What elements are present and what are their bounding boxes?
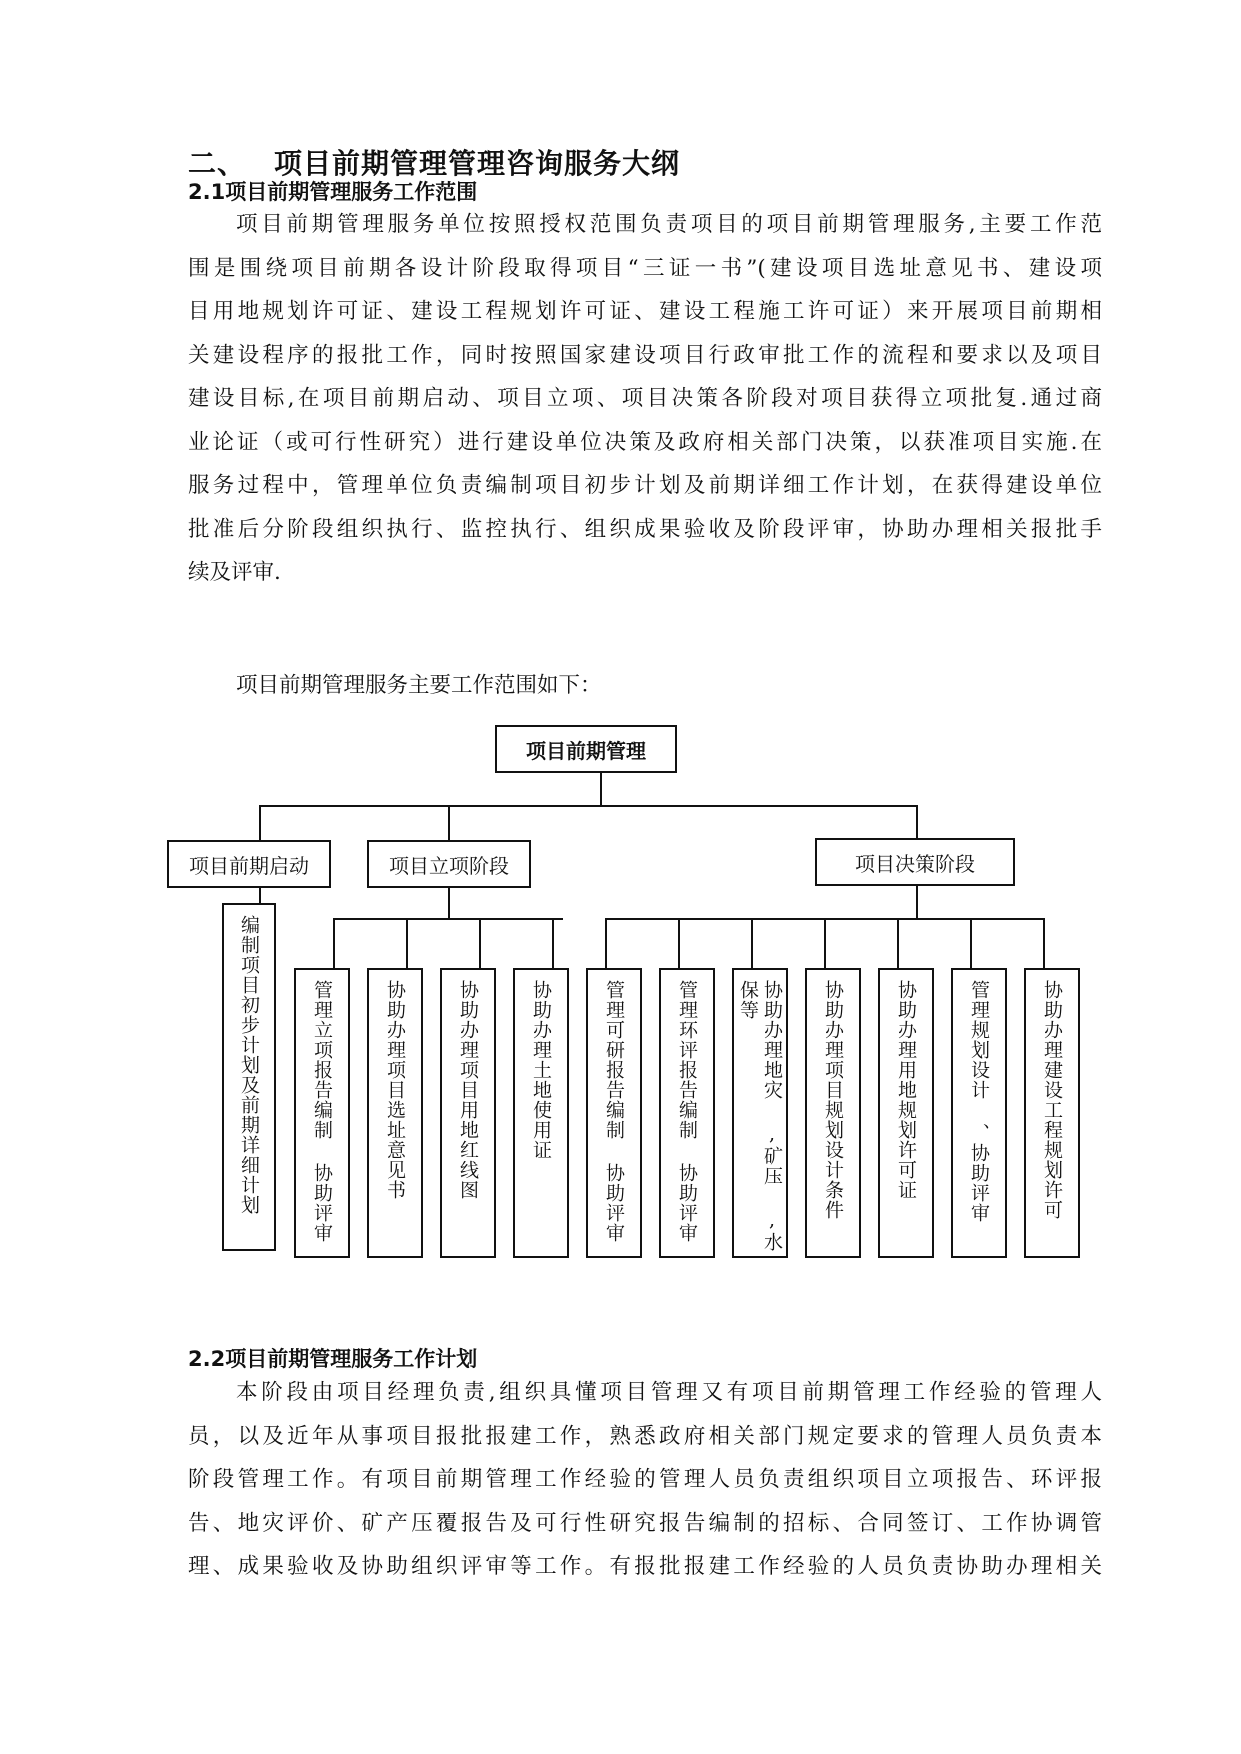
org-stage-decision: 项目决策阶段 <box>815 838 1015 886</box>
paragraph-line: 项目前期管理服务主要工作范围如下： <box>236 673 602 698</box>
paragraph-line: 告、地灾评价、矿产压覆报告及可行性研究报告编制的招标、合同签订、工作协调管 <box>188 1510 1102 1536</box>
org-stage-approval: 项目立项阶段 <box>367 840 531 888</box>
org-task-box <box>878 968 934 1258</box>
paragraph-line: 项目前期管理服务单位按照授权范围负责项目的项目前期管理服务,主要工作范 <box>236 212 1102 237</box>
connector-line <box>259 805 918 807</box>
org-task-box <box>951 968 1007 1258</box>
org-task-label: 管理立项报告编制 协助评审 <box>311 980 333 1243</box>
org-task-label: 编制项目初步计划及前期详细计划 <box>238 915 260 1215</box>
paragraph-line: 阶段管理工作。有项目前期管理工作经验的管理人员负责组织项目立项报告、环评报 <box>188 1467 1102 1492</box>
org-task-label: 协助办理建设工程规划许可 <box>1041 980 1063 1220</box>
paragraph-line: 建设目标,在项目前期启动、项目立项、项目决策各阶段对项目获得立项批复.通过商 <box>188 386 1102 411</box>
connector-line <box>970 918 972 970</box>
org-task-label: 管理规划设计 、协助评审 <box>968 980 990 1223</box>
org-task-box <box>440 968 496 1258</box>
connector-line <box>605 918 607 970</box>
org-task-box <box>586 968 642 1258</box>
connector-line <box>333 918 563 920</box>
connector-line <box>897 918 899 970</box>
paragraph-line: 续及评审. <box>188 560 281 585</box>
org-task-box <box>659 968 715 1258</box>
org-task-box <box>222 903 276 1251</box>
org-task-label: 协助办理地灾 ,矿压 ,水保等 <box>737 980 783 1252</box>
section-number: 二、 <box>188 147 247 180</box>
paragraph-line: 本阶段由项目经理负责,组织具懂项目管理又有项目前期管理工作经验的管理人 <box>236 1380 1102 1405</box>
connector-line <box>916 805 918 839</box>
connector-line <box>259 805 261 841</box>
org-task-label: 管理可研报告编制 协助评审 <box>603 980 625 1243</box>
paragraph-line: 服务过程中，管理单位负责编制项目初步计划及前期详细工作计划，在获得建设单位 <box>188 473 1102 498</box>
org-task-label: 协助办理项目规划设计条件 <box>822 980 844 1220</box>
connector-line <box>751 918 753 970</box>
connector-line <box>916 886 918 920</box>
connector-line <box>600 771 602 806</box>
paragraph-line: 员，以及近年从事项目报批报建工作，熟悉政府相关部门规定要求的管理人员负责本 <box>188 1423 1102 1449</box>
org-stage-start: 项目前期启动 <box>167 840 331 888</box>
org-task-label: 管理环评报告编制 协助评审 <box>676 980 698 1243</box>
connector-line <box>678 918 680 970</box>
connector-line <box>824 918 826 970</box>
paragraph-line: 批准后分阶段组织执行、监控执行、组织成果验收及阶段评审，协助办理相关报批手 <box>188 516 1102 542</box>
connector-line <box>259 886 261 904</box>
connector-line <box>1043 918 1045 970</box>
subsection-heading-2-2: 2.2项目前期管理服务工作计划 <box>188 1347 478 1371</box>
paragraph-line: 目用地规划许可证、建设工程规划许可证、建设工程施工许可证）来开展项目前期相 <box>188 299 1102 324</box>
paragraph-line: 围是围绕项目前期各设计阶段取得项目“三证一书”(建设项目选址意见书、建设项 <box>188 255 1102 281</box>
connector-line <box>333 918 335 970</box>
paragraph-line: 理、成果验收及协助组织评审等工作。有报批报建工作经验的人员负责协助办理相关 <box>188 1554 1102 1579</box>
connector-line <box>479 918 481 970</box>
org-task-label: 协助办理项目用地红线图 <box>457 980 479 1200</box>
connector-line <box>406 918 408 970</box>
org-task-box <box>805 968 861 1258</box>
org-task-box <box>294 968 350 1258</box>
org-task-box <box>513 968 569 1258</box>
connector-line <box>552 918 554 970</box>
connector-line <box>448 886 450 920</box>
org-task-box <box>367 968 423 1258</box>
org-task-box <box>732 968 788 1258</box>
connector-line <box>448 805 450 841</box>
paragraph-line: 业论证（或可行性研究）进行建设单位决策及政府相关部门决策，以获准项目实施.在 <box>188 429 1102 455</box>
paragraph-plan <box>188 1371 1102 1589</box>
org-task-box <box>1024 968 1080 1258</box>
paragraph-line: 关建设程序的报批工作，同时按照国家建设项目行政审批工作的流程和要求以及项目 <box>188 342 1102 368</box>
org-task-label: 协助办理土地使用证 <box>530 980 552 1160</box>
org-root: 项目前期管理 <box>495 725 677 773</box>
org-task-label: 协助办理项目选址意见书 <box>384 980 406 1200</box>
subsection-heading-2-1: 2.1项目前期管理服务工作范围 <box>188 180 478 204</box>
org-task-label: 协助办理用地规划许可证 <box>895 980 917 1200</box>
section-title: 项目前期管理管理咨询服务大纲 <box>274 147 681 180</box>
